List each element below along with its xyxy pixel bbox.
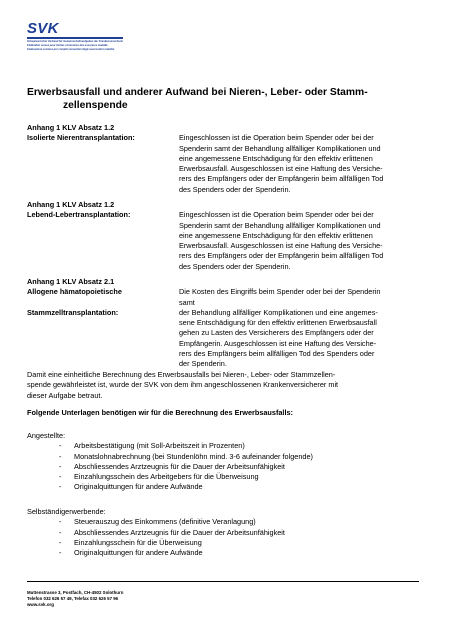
section-label: Lebend-Lebertransplantation: [27, 210, 131, 220]
list-item: - Originalquittungen für andere Aufwände [59, 482, 203, 492]
section-label: Isolierte Nierentransplantation: [27, 133, 135, 143]
section-label-2: Stammzelltransplantation: [27, 307, 119, 317]
section-text: Die Kosten des Eingriffs beim Spender oder bei der Spenderin samt der Behandlung allfälliger Komplikationen und eine angemes- sene Entschädigung für den effektiv erlittenen Erwerbsausfall gehen zu Lasten des Versicherers des Empfängers oder der Empfängerin. Ausgeschlossen ist eine Haftung des Versiche- rers des Empfängers beim allfälligen Tod des Spenders oder der Spenderin. [179, 287, 381, 369]
section-stem-cell [27, 277, 422, 370]
section-heading: Anhang 1 KLV Absatz 1.2 [27, 123, 115, 132]
section-heading: Anhang 1 KLV Absatz 1.2 [27, 200, 115, 209]
documents-heading: Folgende Unterlagen benötigen wir für die Berechnung des Erwerbsausfalls: [27, 408, 293, 417]
section-heading: Anhang 1 KLV Absatz 2.1 [27, 277, 115, 286]
list-item: - Monatslohnabrechnung (bei Stundenlöhn mind. 3-6 aufeinander folgende) [59, 451, 313, 461]
section-text: Eingeschlossen ist die Operation beim Spender oder bei der Spenderin samt der Behandlung allfälliger Komplikationen und eine angemessene Entschädigung für den effektiv erlittenen Erwerbsausfall. Ausgeschlossen ist eine Haftung des Versiche- rers des Empfängers oder der Empfängerin beim allfälligen Tod des Spenders oder der Spenderin. [179, 210, 384, 271]
list-item: - Einzahlungsschein des Arbeitgebers für die Überweisung [59, 472, 259, 482]
employees-list [27, 441, 419, 492]
section-liver [27, 200, 422, 272]
list-item: - Abschliessendes Arztzeugnis für die Dauer der Arbeitsunfähigkeit [59, 527, 285, 537]
list-item: - Steuerauszug des Einkommens (definitive Veranlagung) [59, 517, 256, 527]
logo-text: SVK [27, 20, 59, 37]
self-employed-list [27, 517, 419, 558]
document-title: Erwerbsausfall und anderer Aufwand bei Nieren-, Leber- oder Stamm- zellenspende [27, 87, 368, 111]
logo-rule [27, 37, 123, 39]
employees-label: Angestellte: [27, 431, 66, 440]
list-item: - Originalquittungen für andere Aufwände [59, 548, 203, 558]
footer-address: Muttenstrasse 3, Postfach, CH-4502 Solothurn Telefon 032 626 57 49, Telefax 032 626 57 96 www.svk.org [27, 590, 124, 607]
employees-block [27, 431, 419, 493]
self-employed-block [27, 507, 419, 558]
section-text: Eingeschlossen ist die Operation beim Spender oder bei der Spenderin samt der Behandlung allfälliger Komplikationen und eine angemessene Entschädigung für den effektiv erlittenen Erwerbsausfall. Ausgeschlossen ist eine Haftung des Versiche- rers des Empfängers oder der Empfängerin beim allfälligen Tod des Spenders oder der Spenderin. [179, 133, 384, 194]
section-label: Allogene hämatopoietische [27, 287, 122, 297]
logo-tagline: Schweizerischer Verband für Gemeinschaftsaufgaben der Krankenversicherer Fédération suisse pour tâches communes des assureurs maladie Federazione svizzera per compiti comunitari degli assicuratori malattia [27, 40, 124, 52]
footer-divider [27, 581, 419, 582]
intro-paragraph: Damit eine einheitliche Berechnung des Erwerbsausfalls bei Nieren-, Leber- oder Stammzellen- spende gewährleistet ist, wurde der SVK von dem ihm angeschlossenen Krankenversicherer mit dieser Aufgabe betraut. [27, 370, 339, 400]
list-item: - Einzahlungsschein für die Überweisung [59, 537, 202, 547]
list-item: - Abschliessendes Arztzeugnis für die Dauer der Arbeitsunfähigkeit [59, 461, 285, 471]
svk-logo [27, 21, 127, 53]
self-employed-label: Selbständigerwerbende: [27, 507, 106, 516]
section-kidney [27, 123, 422, 195]
list-item: - Arbeitsbestätigung (mit Soll-Arbeitszeit in Prozenten) [59, 441, 245, 451]
